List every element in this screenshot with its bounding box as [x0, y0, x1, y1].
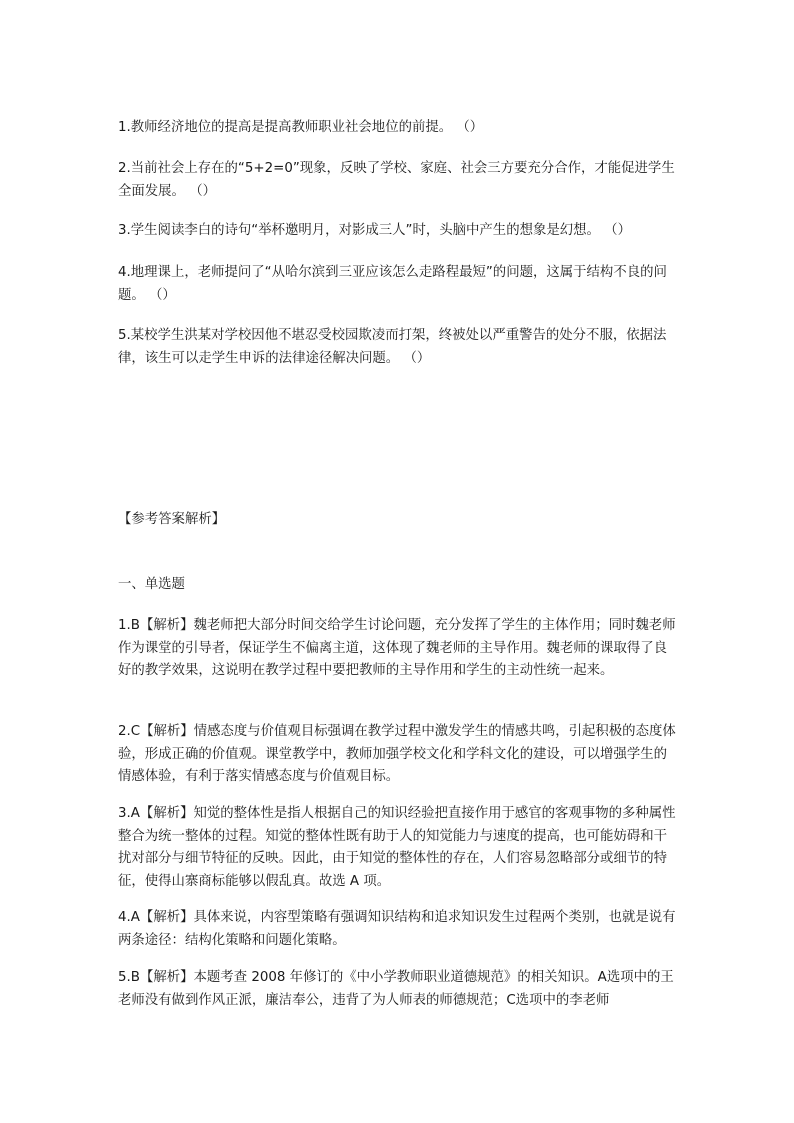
answer-3: 3.A【解析】知觉的整体性是指人根据自己的知识经验把直接作用于感官的客观事物的多种属性整合为统一整体的过程。知觉的整体性既有助于人的知觉能力与速度的提高，也可能妨碍和干扰对部分与细节特征的反映。因此，由于知觉的整体性的存在，人们容易忽略部分或细节的特征，使得山寨商标能够以假乱真。故选 A 项。 [118, 806, 676, 889]
judgment-question-3: 3.学生阅读李白的诗句“举杯邀明月，对影成三人”时，头脑中产生的想象是幻想。 （） [118, 223, 631, 238]
judgment-question-2: 2.当前社会上存在的“5+2=0”现象，反映了学校、家庭、社会三方要充分合作，才能促进学生全面发展。 （） [118, 161, 675, 199]
judgment-question-1: 1.教师经济地位的提高是提高教师职业社会地位的前提。 （） [118, 120, 484, 135]
section-title-single-choice: 一、单选题 [118, 577, 185, 592]
answer-1: 1.B【解析】魏老师把大部分时间交给学生讨论问题，充分发挥了学生的主体作用；同时魏老师作为课堂的引导者，保证学生不偏离主道，这体现了魏老师的主导作用。魏老师的课取得了良好的教学效果，这说明在教学过程中要把教师的主导作用和学生的主动性统一起来。 [118, 618, 676, 678]
judgment-question-4: 4.地理课上，老师提问了“从哈尔滨到三亚应该怎么走路程最短”的问题，这属于结构不良的问题。 （） [118, 265, 667, 303]
answer-4: 4.A【解析】具体来说，内容型策略有强调知识结构和追求知识发生过程两个类别，也就是说有两条途径：结构化策略和问题化策略。 [118, 910, 676, 948]
answer-2: 2.C【解析】情感态度与价值观目标强调在教学过程中激发学生的情感共鸣，引起积极的态度体验，形成正确的价值观。课堂教学中，教师加强学校文化和学科文化的建设，可以增强学生的情感体验，有利于落实情感态度与价值观目标。 [118, 724, 676, 784]
judgment-question-5: 5.某校学生洪某对学校因他不堪忍受校园欺凌而打架，终被处以严重警告的处分不服，依据法律，该生可以走学生申诉的法律途径解决问题。 （） [118, 328, 667, 366]
answer-analysis-title: 【参考答案解析】 [118, 512, 226, 527]
answer-5: 5.B【解析】本题考查 2008 年修订的《中小学教师职业道德规范》的相关知识。A选项中的王老师没有做到作风正派，廉洁奉公，违背了为人师表的师德规范；C选项中的李老师 [118, 970, 674, 1008]
